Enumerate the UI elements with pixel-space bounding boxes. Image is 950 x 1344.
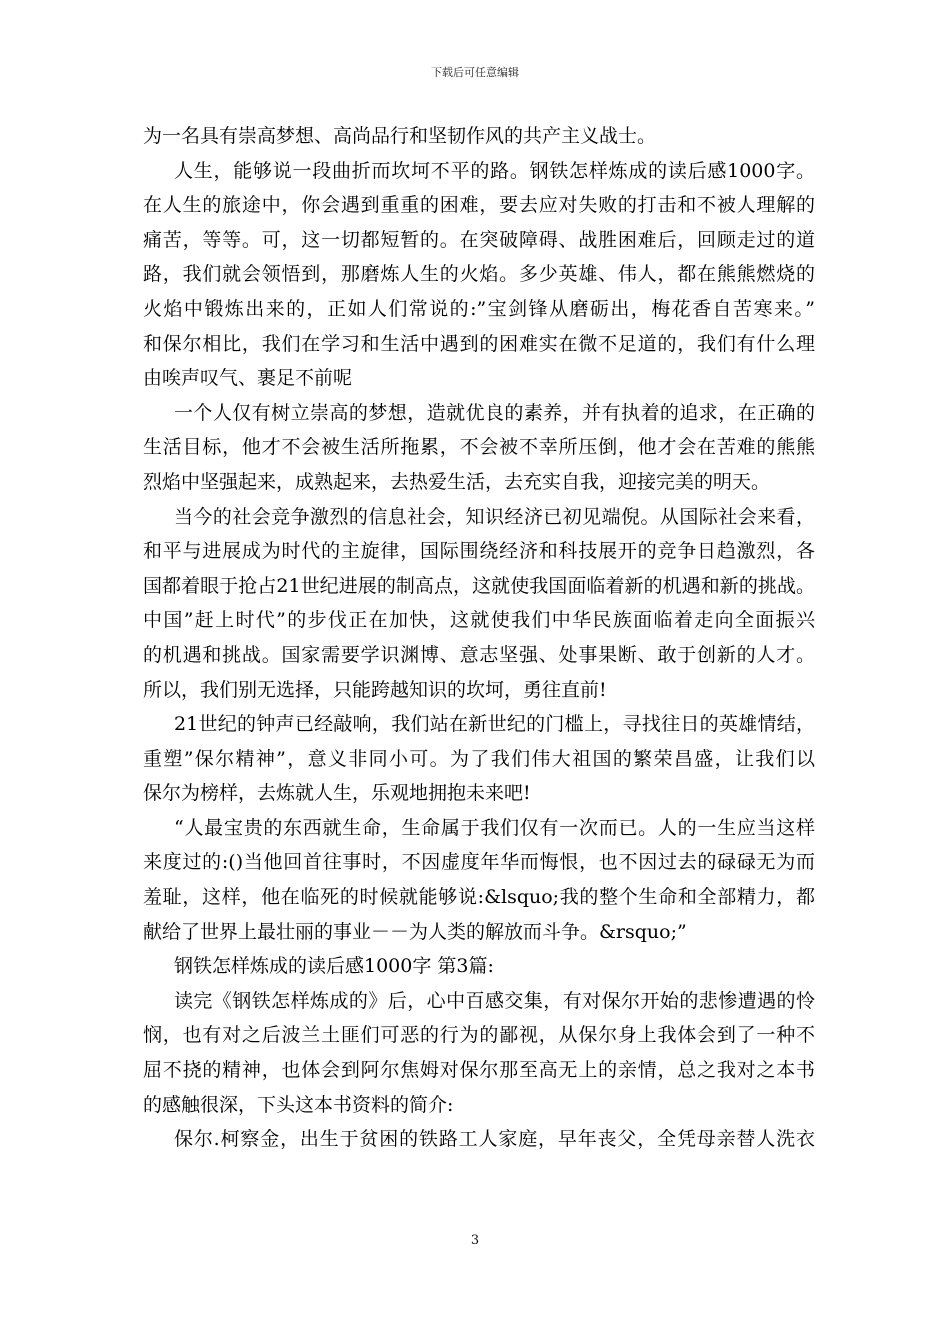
text-line: 和平与进展成为时代的主旋律，国际围绕经济和科技展开的竞争日趋激烈，各 [143, 540, 815, 563]
text-line: “人最宝贵的东西就生命，生命属于我们仅有一次而已。人的一生应当这样 [174, 816, 815, 839]
text-line: 人生，能够说一段曲折而坎坷不平的路。钢铁怎样炼成的读后感1000字。 [174, 159, 815, 182]
text-line: 由唉声叹气、裹足不前呢 [143, 367, 353, 390]
page-header: 下载后可任意编辑 [431, 66, 519, 79]
text-line: 一个人仅有树立崇高的梦想，造就优良的素养，并有执着的追求，在正确的 [174, 401, 815, 424]
text-line: 为一名具有崇高梦想、高尚品行和坚韧作风的共产主义战士。 [143, 125, 657, 147]
text-line: 路，我们就会领悟到，那磨炼人生的火焰。多少英雄、伟人，都在熊熊燃烧的 [143, 263, 815, 286]
page-number: 3 [470, 1233, 480, 1248]
document-body [143, 119, 815, 1157]
text-line: 火焰中锻炼出来的，正如人们常说的:”宝剑锋从磨砺出，梅花香自苦寒来。” [143, 297, 815, 320]
text-line: 当今的社会竞争激烈的信息社会，知识经济已初见端倪。从国际社会来看， [174, 505, 815, 528]
text-line: 生活目标，他才不会被生活所拖累，不会被不幸所压倒，他才会在苦难的熊熊 [143, 436, 815, 459]
text-line: 所以，我们别无选择，只能跨越知识的坎坷，勇往直前! [143, 678, 607, 701]
text-line: 重塑”保尔精神”，意义非同小可。为了我们伟大祖国的繁荣昌盛，让我们以 [143, 747, 815, 770]
text-line: 的机遇和挑战。国家需要学识渊博、意志坚强、处事果断、敢于创新的人才。 [143, 643, 815, 666]
text-line: 国都着眼于抢占21世纪进展的制高点，这就使我国面临着新的机遇和新的挑战。 [143, 574, 815, 597]
text-line: 读完《钢铁怎样炼成的》后，心中百感交集，有对保尔开始的悲惨遭遇的怜 [174, 989, 815, 1012]
text-line: 和保尔相比，我们在学习和生活中遇到的困难实在微不足道的，我们有什么理 [143, 332, 815, 355]
text-line: 保尔.柯察金，出生于贫困的铁路工人家庭，早年丧父，全凭母亲替人洗衣 [174, 1128, 815, 1151]
text-line: 中国”赶上时代”的步伐正在加快，这就使我们中华民族面临着走向全面振兴 [143, 609, 815, 632]
text-line: 烈焰中坚强起来，成熟起来，去热爱生活，去充实自我，迎接完美的明天。 [143, 470, 771, 493]
text-line: 保尔为榜样，去炼就人生，乐观地拥抱未来吧! [143, 782, 531, 805]
text-line: 悯，也有对之后波兰土匪们可恶的行为的鄙视，从保尔身上我体会到了一种不 [143, 1024, 815, 1047]
text-line: 的感触很深，下头这本书资料的简介: [143, 1093, 454, 1116]
text-line: 来度过的:()当他回首往事时，不因虚度年华而悔恨，也不因过去的碌碌无为而 [143, 851, 815, 874]
text-line: 钢铁怎样炼成的读后感1000字 第3篇: [174, 955, 494, 978]
text-line: 屈不挠的精神，也体会到阿尔焦姆对保尔那至高无上的亲情，总之我对之本书 [143, 1059, 815, 1082]
text-line: 21世纪的钟声已经敲响，我们站在新世纪的门槛上，寻找往日的英雄情结， [174, 713, 815, 736]
text-line: 羞耻，这样，他在临死的时候就能够说:&lsquo;我的整个生命和全部精力，都 [143, 886, 815, 909]
text-line: 献给了世界上最壮丽的事业－－为人类的解放而斗争。&rsquo;” [143, 920, 687, 943]
text-line: 痛苦，等等。可，这一切都短暂的。在突破障碍、战胜困难后，回顾走过的道 [143, 228, 815, 251]
text-line: 在人生的旅途中，你会遇到重重的困难，要去应对失败的打击和不被人理解的 [143, 194, 815, 217]
